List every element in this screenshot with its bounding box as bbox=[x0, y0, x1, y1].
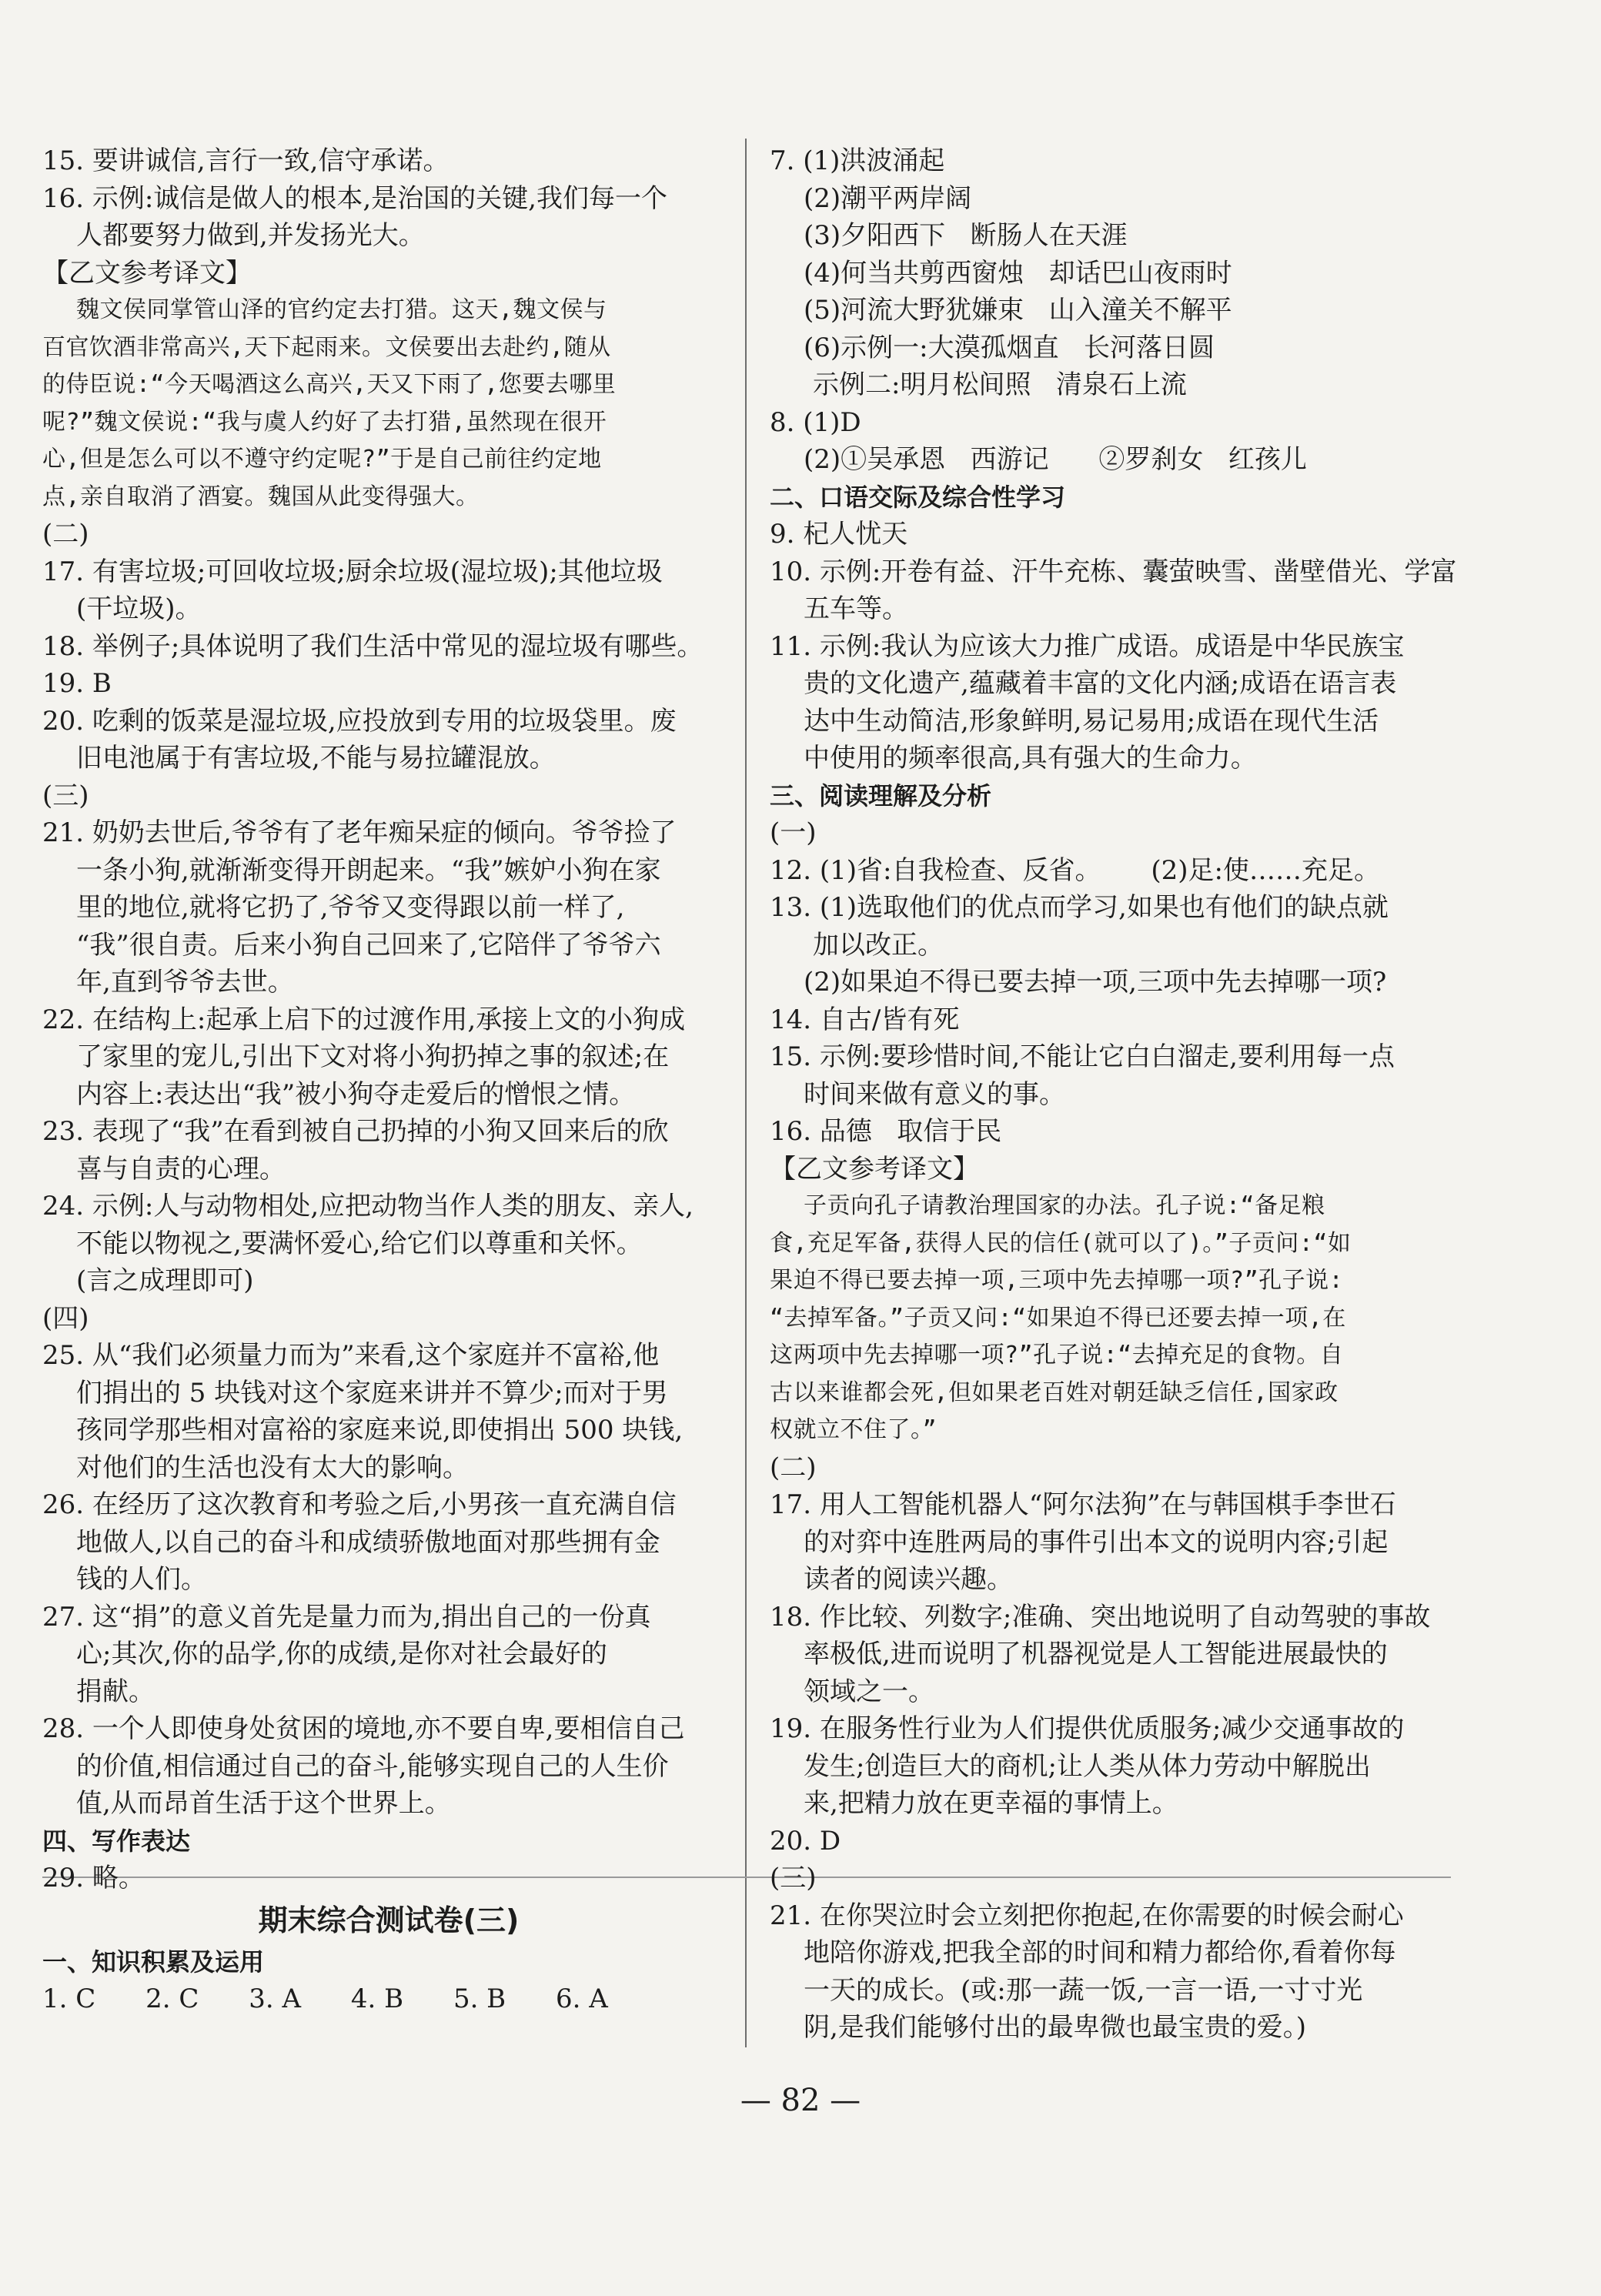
right-column-line: 发生;创造巨大的商机;让人类从体力劳动中解脱出 bbox=[804, 1750, 1371, 1782]
left-column-line: 28. 一个人即使身处贫困的境地,亦不要自卑,要相信自己 bbox=[42, 1713, 685, 1744]
right-column-line: (6)示例一:大漠孤烟直 长河落日圆 bbox=[804, 332, 1215, 363]
left-column-line: 里的地位,就将它扔了,爷爷又变得跟以前一样了, bbox=[76, 892, 625, 923]
right-column-line: 三、阅读理解及分析 bbox=[770, 780, 992, 810]
left-column-line: 心;其次,你的品学,你的成绩,是你对社会最好的 bbox=[76, 1639, 607, 1669]
right-column-line: 子贡向孔子请教治理国家的办法。孔子说:“备足粮 bbox=[804, 1192, 1325, 1219]
left-column-line: (二) bbox=[42, 519, 89, 550]
right-column-line: 17. 用人工智能机器人“阿尔法狗”在与韩国棋手李世石 bbox=[770, 1489, 1396, 1520]
right-column-line: 时间来做有意义的事。 bbox=[804, 1078, 1065, 1110]
left-column-line: 一条小狗,就渐渐变得开朗起来。“我”嫉妒小狗在家 bbox=[76, 854, 661, 886]
left-column-line: (干垃圾)。 bbox=[76, 593, 202, 624]
right-column-line: (5)河流大野犹嫌束 山入潼关不解平 bbox=[804, 295, 1232, 326]
right-column-line: 7. (1)洪波涌起 bbox=[770, 145, 945, 176]
left-column-line: 29. 略。 bbox=[42, 1863, 145, 1893]
left-column-line: 孩同学那些相对富裕的家庭来说,即使捐出 500 块钱, bbox=[76, 1415, 684, 1445]
left-column-line: 对他们的生活也没有太大的影响。 bbox=[76, 1452, 469, 1483]
left-column-line: 喜与自责的心理。 bbox=[76, 1153, 286, 1185]
left-column-line: 钱的人们。 bbox=[76, 1564, 207, 1595]
left-column-line: 人都要努力做到,并发扬光大。 bbox=[76, 220, 425, 251]
left-column-line: 【乙文参考译文】 bbox=[42, 257, 252, 289]
right-column-line: 读者的阅读兴趣。 bbox=[804, 1564, 1013, 1595]
left-column-line: 了家里的宠儿,引出下文对将小狗扔掉之事的叙述;在 bbox=[76, 1041, 670, 1072]
right-column-line: 达中生动简洁,形象鲜明,易记易用;成语在现代生活 bbox=[804, 705, 1379, 737]
left-column-line: “我”很自责。后来小狗自己回来了,它陪伴了爷爷六 bbox=[76, 929, 661, 961]
right-column-line: (4)何当共剪西窗烛 却话巴山夜雨时 bbox=[804, 257, 1232, 289]
right-column-line: 20. D bbox=[770, 1825, 841, 1857]
right-column-line: 来,把精力放在更幸福的事情上。 bbox=[804, 1788, 1178, 1819]
right-column-line: (3)夕阳西下 断肠人在天涯 bbox=[804, 220, 1128, 251]
left-column-line: 年,直到爷爷去世。 bbox=[76, 967, 294, 998]
left-column-line: 旧电池属于有害垃圾,不能与易拉罐混放。 bbox=[76, 743, 556, 774]
right-column-line: 9. 杞人忧天 bbox=[770, 519, 908, 550]
left-column-line: 百官饮酒非常高兴,天下起雨来。文侯要出去赴约,随从 bbox=[42, 333, 611, 361]
left-column-line: 地做人,以自己的奋斗和成绩骄傲地面对那些拥有金 bbox=[76, 1526, 660, 1558]
right-column-line: 率极低,进而说明了机器视觉是人工智能进展最快的 bbox=[804, 1639, 1388, 1669]
right-column-line: 15. 示例:要珍惜时间,不能让它白白溜走,要利用每一点 bbox=[770, 1041, 1395, 1072]
right-column-line: 贵的文化遗产,蕴藏着丰富的文化内涵;成语在语言表 bbox=[804, 668, 1397, 699]
right-column-line: 食,充足军备,获得人民的信任(就可以了)。”子贡问:“如 bbox=[770, 1229, 1352, 1257]
left-column-line: 心,但是怎么可以不遵守约定呢?”于是自己前往约定地 bbox=[42, 446, 602, 473]
left-column-line: 1. C 2. C 3. A 4. B 5. B 6. A bbox=[42, 1984, 608, 2014]
left-column-line: 27. 这“捐”的意义首先是量力而为,捐出自己的一份真 bbox=[42, 1601, 651, 1633]
right-column-line: 16. 品德 取信于民 bbox=[770, 1116, 1002, 1147]
left-column-line: (四) bbox=[42, 1302, 89, 1334]
left-column-line: (言之成理即可) bbox=[76, 1265, 254, 1296]
left-column-line: 四、写作表达 bbox=[42, 1826, 191, 1856]
right-column-line: (三) bbox=[770, 1863, 817, 1893]
left-column-line: 20. 吃剩的饭菜是湿垃圾,应投放到专用的垃圾袋里。废 bbox=[42, 705, 677, 737]
right-column-line: 10. 示例:开卷有益、汗牛充栋、囊萤映雪、凿壁借光、学富 bbox=[770, 556, 1457, 587]
right-column-line: 二、口语交际及综合性学习 bbox=[770, 482, 1066, 512]
right-column-line: 这两项中先去掉哪一项?”孔子说:“去掉充足的食物。自 bbox=[770, 1342, 1344, 1369]
right-column-line: 一天的成长。(或:那一蔬一饭,一言一语,一寸寸光 bbox=[804, 1974, 1363, 2006]
right-column-line: 果迫不得已要去掉一项,三项中先去掉哪一项?”孔子说: bbox=[770, 1267, 1344, 1294]
right-column-line: 古以来谁都会死,但如果老百姓对朝廷缺乏信任,国家政 bbox=[770, 1379, 1339, 1406]
left-column-line: 点,亲自取消了酒宴。魏国从此变得强大。 bbox=[42, 483, 480, 510]
left-column-line: 17. 有害垃圾;可回收垃圾;厨余垃圾(湿垃圾);其他垃圾 bbox=[42, 556, 663, 587]
right-column-line: 13. (1)选取他们的优点而学习,如果也有他们的缺点就 bbox=[770, 892, 1389, 923]
column-divider bbox=[745, 139, 747, 2047]
left-column-line: 26. 在经历了这次教育和考验之后,小男孩一直充满自信 bbox=[42, 1489, 677, 1520]
right-column-line: 地陪你游戏,把我全部的时间和精力都给你,看着你每 bbox=[804, 1937, 1396, 1968]
left-column-line: 魏文侯同掌管山泽的官约定去打猎。这天,魏文侯与 bbox=[76, 296, 607, 323]
right-column-line: (二) bbox=[770, 1452, 817, 1483]
right-column-line: (2)潮平两岸阔 bbox=[804, 182, 972, 214]
right-column-line: (2)如果迫不得已要去掉一项,三项中先去掉哪一项? bbox=[804, 967, 1387, 998]
left-column-line: 21. 奶奶去世后,爷爷有了老年痴呆症的倾向。爷爷捡了 bbox=[42, 817, 677, 848]
right-column bbox=[770, 142, 1462, 2047]
right-column-line: 中使用的频率很高,具有强大的生命力。 bbox=[804, 743, 1257, 774]
left-column-line: 一、知识积累及运用 bbox=[42, 1947, 265, 1977]
right-column-line: 19. 在服务性行业为人们提供优质服务;减少交通事故的 bbox=[770, 1713, 1405, 1744]
left-column-line: 18. 举例子;具体说明了我们生活中常见的湿垃圾有哪些。 bbox=[42, 630, 704, 662]
left-column bbox=[42, 142, 735, 2018]
left-column-line: 的侍臣说:“今天喝酒这么高兴,天又下雨了,您要去哪里 bbox=[42, 371, 617, 398]
left-column-line: 25. 从“我们必须量力而为”来看,这个家庭并不富裕,他 bbox=[42, 1340, 660, 1371]
left-column-line: 期末综合测试卷(三) bbox=[258, 1903, 520, 1937]
left-column-line: 内容上:表达出“我”被小狗夺走爱后的憎恨之情。 bbox=[76, 1078, 636, 1110]
left-column-line: 15. 要讲诚信,言行一致,信守承诺。 bbox=[42, 145, 450, 176]
right-column-line: “去掉军备。”子贡又问:“如果迫不得已还要去掉一项,在 bbox=[770, 1304, 1346, 1332]
right-column-line: 18. 作比较、列数字;准确、突出地说明了自动驾驶的事故 bbox=[770, 1601, 1431, 1633]
right-column-line: 加以改正。 bbox=[813, 929, 944, 961]
right-column-line: 11. 示例:我认为应该大力推广成语。成语是中华民族宝 bbox=[770, 630, 1405, 662]
left-column-line: 22. 在结构上:起承上启下的过渡作用,承接上文的小狗成 bbox=[42, 1004, 686, 1035]
right-column-line: 的对弈中连胜两局的事件引出本文的说明内容;引起 bbox=[804, 1526, 1389, 1558]
left-column-line: 19. B bbox=[42, 668, 112, 699]
right-column-line: 权就立不住了。” bbox=[770, 1416, 938, 1443]
right-column-line: 领域之一。 bbox=[804, 1676, 934, 1707]
right-column-line: 阴,是我们能够付出的最卑微也最宝贵的爱。) bbox=[804, 2012, 1307, 2043]
right-column-line: 21. 在你哭泣时会立刻把你抱起,在你需要的时候会耐心 bbox=[770, 1900, 1404, 1931]
right-column-line: (一) bbox=[770, 817, 817, 848]
left-column-line: 16. 示例:诚信是做人的根本,是治国的关键,我们每一个 bbox=[42, 182, 667, 214]
left-column-line: 值,从而昂首生活于这个世界上。 bbox=[76, 1788, 451, 1819]
right-column-line: 五车等。 bbox=[804, 593, 908, 624]
right-column-line: (2)①吴承恩 西游记 ②罗刹女 红孩儿 bbox=[804, 444, 1307, 475]
left-column-line: 呢?”魏文侯说:“我与虞人约好了去打猎,虽然现在很开 bbox=[42, 408, 607, 436]
page-number: — 82 — bbox=[740, 2083, 861, 2118]
left-column-line: 24. 示例:人与动物相处,应把动物当作人类的朋友、亲人, bbox=[42, 1191, 694, 1222]
left-column-line: (三) bbox=[42, 780, 89, 811]
right-column-line: 【乙文参考译文】 bbox=[770, 1153, 979, 1185]
right-column-line: 示例二:明月松间照 清泉石上流 bbox=[813, 369, 1187, 400]
left-column-line: 不能以物视之,要满怀爱心,给它们以尊重和关怀。 bbox=[76, 1228, 643, 1259]
right-column-line: 12. (1)省:自我检查、反省。 (2)足:使……充足。 bbox=[770, 854, 1380, 886]
left-column-line: 的价值,相信通过自己的奋斗,能够实现自己的人生价 bbox=[76, 1750, 669, 1782]
left-column-line: 捐献。 bbox=[76, 1676, 155, 1707]
left-column-line: 23. 表现了“我”在看到被自己扔掉的小狗又回来后的欣 bbox=[42, 1116, 669, 1147]
right-column-line: 14. 自古/皆有死 bbox=[770, 1004, 960, 1035]
right-column-line: 8. (1)D bbox=[770, 406, 861, 438]
left-column-line: 们捐出的 5 块钱对这个家庭来讲并不算少;而对于男 bbox=[76, 1377, 668, 1409]
